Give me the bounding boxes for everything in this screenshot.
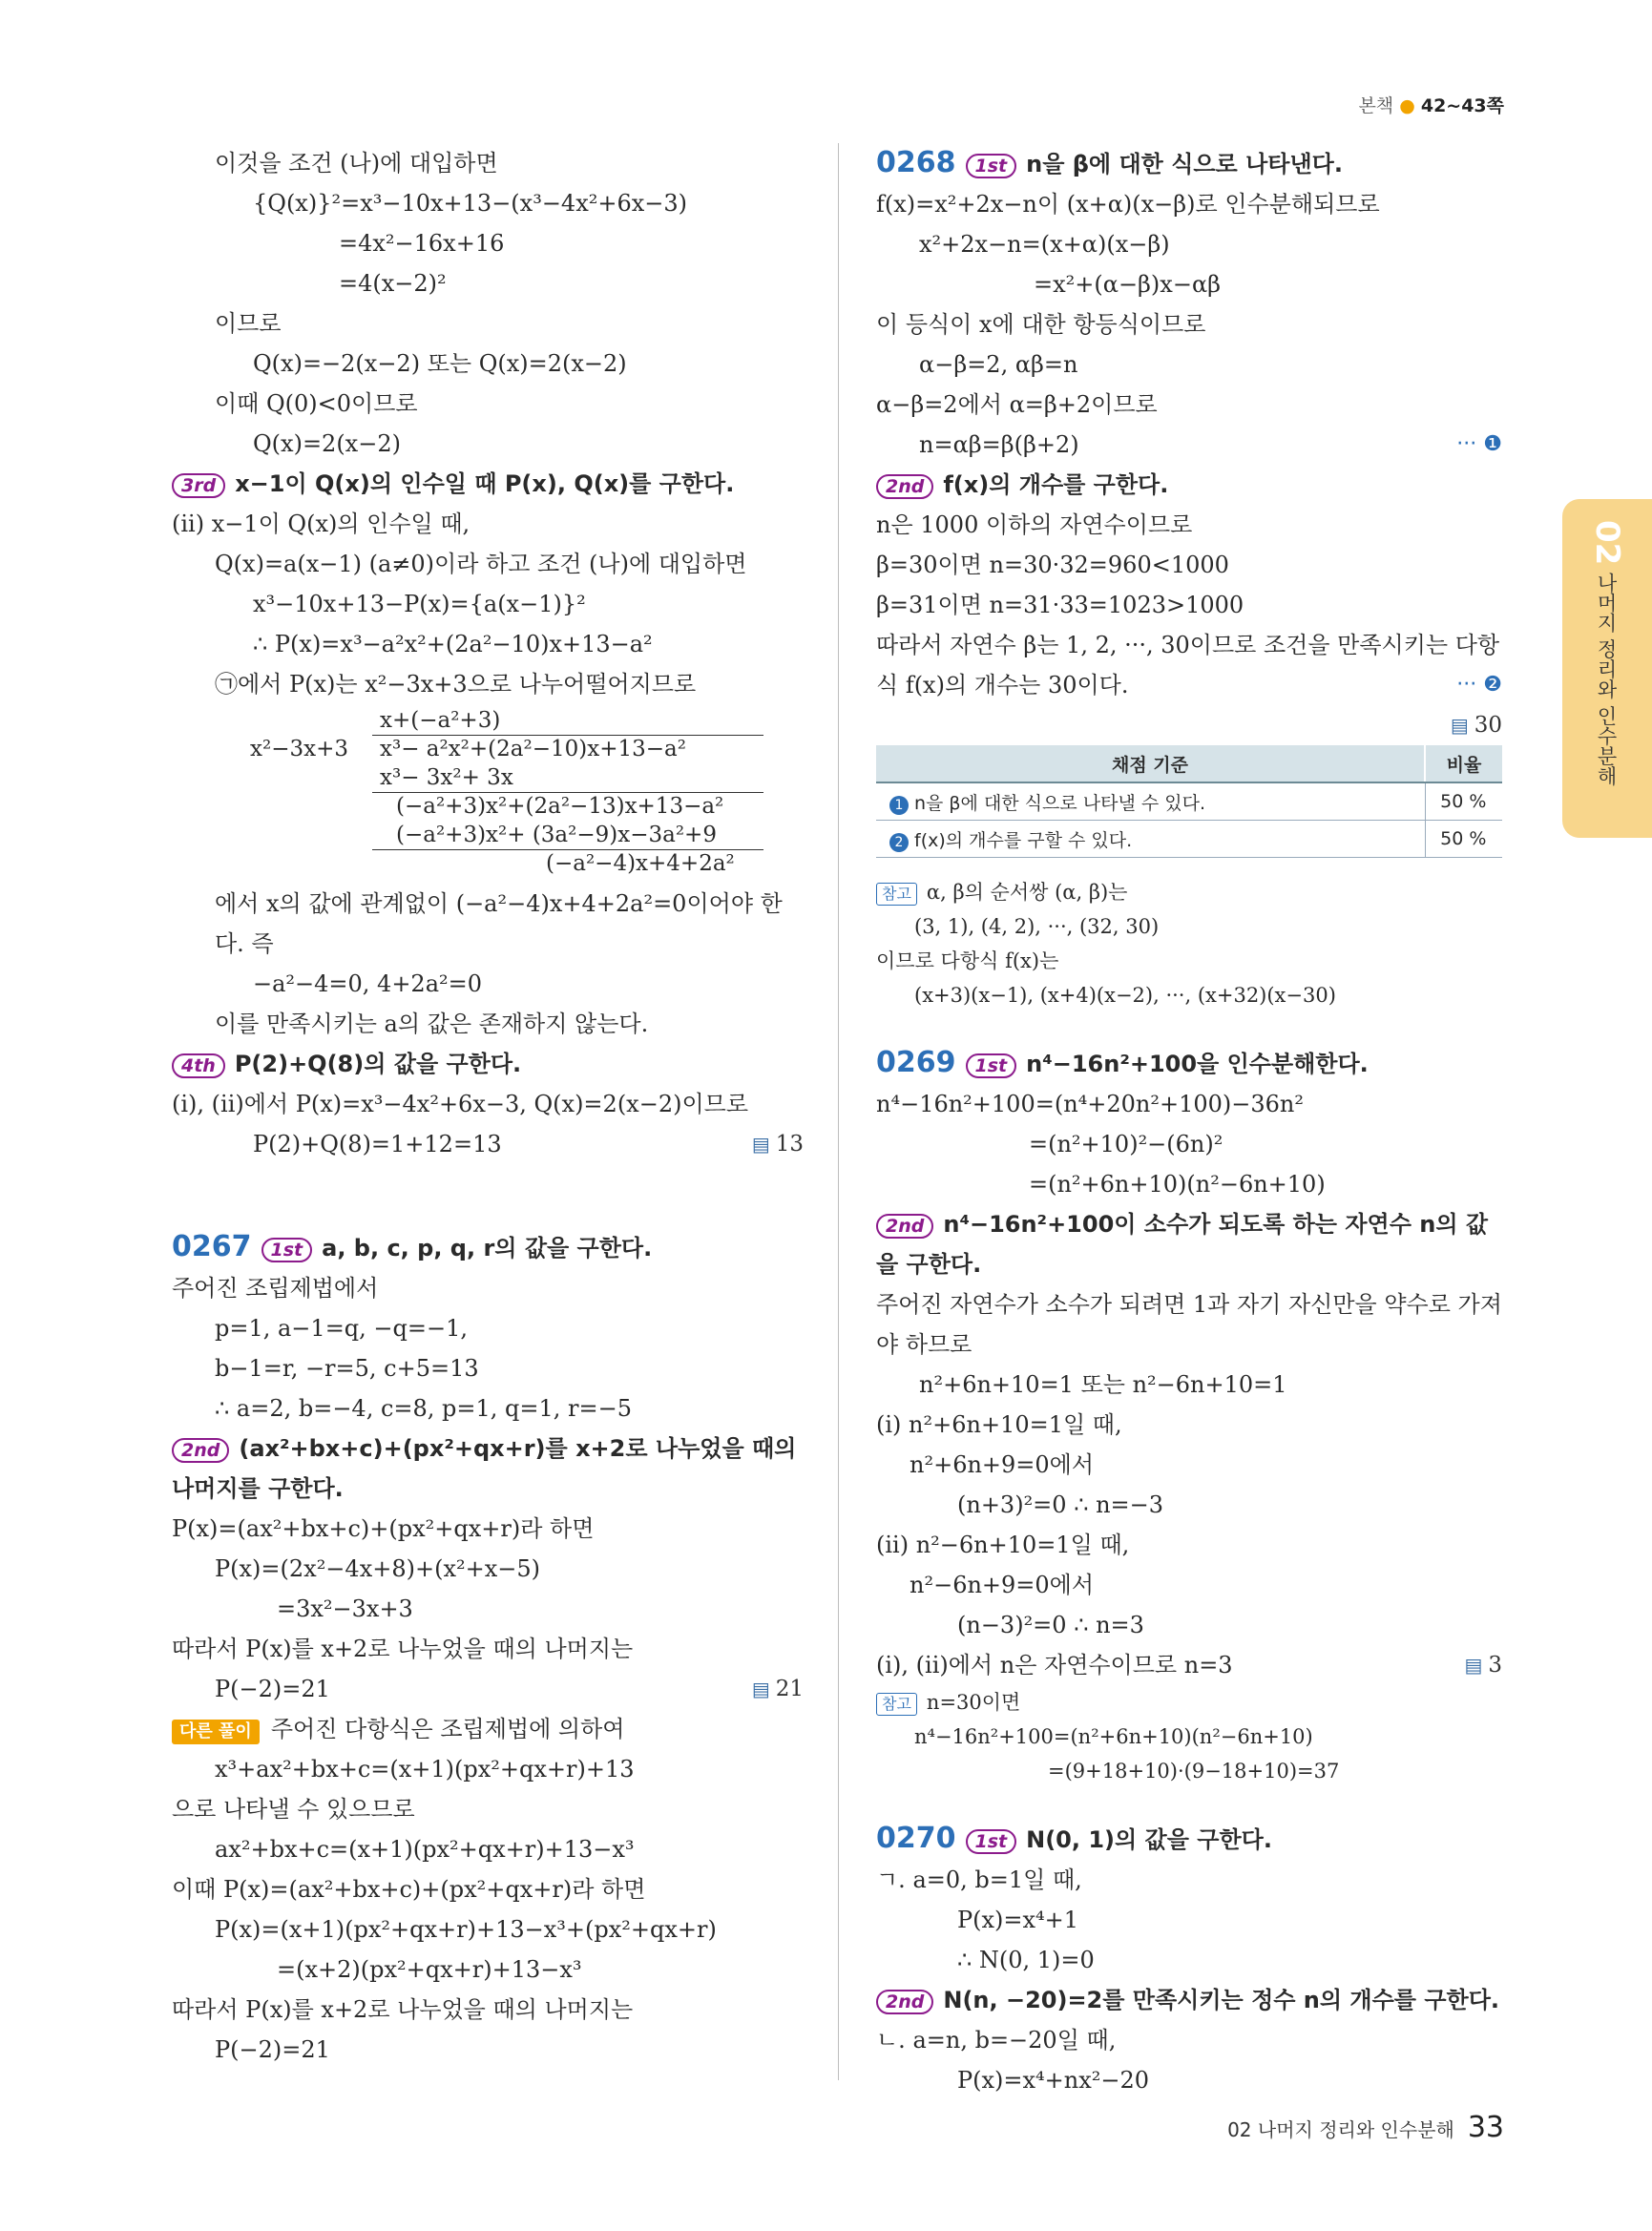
scoring-mark: ··· ❷ [1456,673,1502,697]
text: 식 f(x)의 개수는 30이다. [876,672,1129,698]
equation-line [172,1124,804,1164]
text-line: 이 등식이 x에 대한 항등식이므로 [876,311,1206,338]
right-column [876,143,1502,2100]
answer-icon: ▤ [1464,1654,1483,1677]
text-line: (ii) n²−6n+10=1일 때, [876,1532,1130,1558]
step-text: n⁴−16n²+100을 인수분해한다. [1026,1051,1369,1077]
step-text: a, b, c, p, q, r의 값을 구한다. [322,1235,653,1261]
equation-line: n²−6n+9=0에서 [910,1572,1095,1598]
equation-line: β=30이면 n=30·32=960<1000 [876,552,1229,578]
note-line: =(9+18+10)·(9−18+10)=37 [1048,1760,1340,1783]
answer-value: 3 [1488,1653,1502,1678]
division-bar [372,735,763,736]
number-badge: 2 [889,833,909,852]
answer-icon: ▤ [751,1678,770,1700]
step-text: n을 β에 대한 식으로 나타낸다. [1026,151,1343,177]
page-footer [1227,2111,1504,2144]
equation-line: ∴ a=2, b=−4, c=8, p=1, q=1, r=−5 [215,1395,632,1422]
text-line: 이때 Q(0)<0이므로 [215,390,418,417]
text-line: (i) n²+6n+10=1일 때, [876,1411,1122,1438]
table-row [876,821,1502,858]
equation-line: −a²−4=0, 4+2a²=0 [253,970,483,997]
answer-icon: ▤ [751,1133,770,1156]
answer-value: 13 [775,1132,804,1157]
equation-line: b−1=r, −r=5, c+5=13 [215,1355,479,1382]
equation-line: x²+2x−n=(x+α)(x−β) [919,231,1170,258]
text: (i), (ii)에서 n은 자연수이므로 n=3 [876,1652,1233,1678]
text-line: 따라서 P(x)를 x+2로 나누었을 때의 나머지는 [172,1636,634,1662]
problem-number: 0269 [876,1046,956,1079]
spacer [876,1788,1502,1819]
equation-line [876,425,1502,465]
answer-value: 21 [775,1677,804,1701]
number-badge: 1 [889,796,909,815]
division-quotient: x+(−a²+3) [380,708,501,733]
text-line: f(x)=x²+2x−n이 (x+α)(x−β)로 인수분해되므로 [876,191,1380,218]
problem-heading [876,1819,1502,1860]
step-badge: 3rd [172,473,225,498]
division-line [372,792,763,793]
equation-text: n=αβ=β(β+2) [919,431,1079,458]
equation-text: P(−2)=21 [215,1676,330,1702]
equation-line: Q(x)=−2(x−2) 또는 Q(x)=2(x−2) [253,350,627,377]
text: n=30이면 [926,1691,1021,1714]
answer-value: 30 [1474,713,1502,738]
equation-line: n²+6n+10=1 또는 n²−6n+10=1 [919,1371,1287,1398]
text-line: ㄱ. a=0, b=1일 때, [876,1866,1082,1893]
equation-line: ∴ N(0, 1)=0 [957,1947,1095,1973]
equation-line [172,1669,804,1709]
bullet-dot-icon: ● [1399,95,1415,116]
page-number: 33 [1467,2111,1504,2144]
equation-line: p=1, a−1=q, −q=−1, [215,1315,469,1342]
equation-line: Q(x)=2(x−2) [253,430,401,457]
step-badge: 2nd [876,1990,933,2014]
equation-line: =x²+(α−β)x−αβ [1034,271,1222,298]
equation-line: =(n²+10)²−(6n)² [1029,1131,1223,1157]
answer [1464,1645,1502,1685]
table-cell [876,782,1425,821]
problem-heading [876,143,1502,184]
step-heading [876,465,1502,505]
step-badge: 4th [172,1053,225,1078]
equation-line: P(x)=(2x²−4x+8)+(x²+x−5) [215,1555,540,1582]
step-heading [172,1428,804,1509]
table-header-row [876,745,1502,782]
step-badge: 2nd [876,474,933,499]
note-line [876,1685,1502,1720]
text-line: 에서 x의 값에 관계없이 (−a²−4)x+4+2a²=0이어야 한 [215,890,783,917]
equation-line: α−β=2, αβ=n [919,351,1078,378]
equation-line: (n+3)²=0 ∴ n=−3 [957,1491,1164,1518]
equation-line: =4x²−16x+16 [339,230,505,257]
table-header: 채점 기준 [876,745,1425,782]
problem-heading [876,1043,1502,1084]
text-line: 다. 즉 [215,930,274,957]
problem-number: 0268 [876,146,956,179]
answer [752,1669,804,1709]
text-line: 주어진 자연수가 소수가 되려면 1과 자기 자신만을 약수로 가져 [876,1291,1502,1318]
grading-table [876,745,1502,858]
left-column [172,143,804,2070]
answer-icon: ▤ [1450,714,1469,737]
answer [752,1124,804,1164]
table-cell [876,821,1425,858]
text-line: 이것을 조건 (나)에 대입하면 [215,150,498,177]
equation-line: P(x)=x⁴+1 [957,1907,1079,1933]
equation-line: (n−3)²=0 ∴ n=3 [957,1612,1144,1638]
division-remainder: (−a²−4)x+4+2a² [546,851,735,876]
equation-text: P(2)+Q(8)=1+12=13 [253,1131,502,1157]
note-line: n⁴−16n²+100=(n²+6n+10)(n²−6n+10) [914,1725,1313,1748]
criterion-text: n을 β에 대한 식으로 나타낼 수 있다. [914,792,1206,814]
step-badge: 1st [966,1053,1017,1078]
step-text: N(n, −20)=2를 만족시키는 정수 n의 개수를 구한다. [943,1987,1499,2013]
criterion-text: f(x)의 개수를 구할 수 있다. [914,829,1133,851]
table-cell: 50 % [1425,821,1502,858]
text-line: 이를 만족시키는 a의 값은 존재하지 않는다. [215,1011,649,1037]
step-text: P(2)+Q(8)의 값을 구한다. [234,1051,522,1077]
step-badge: 1st [261,1238,313,1262]
equation-line: P(x)=(x+1)(px²+qx+r)+13−x³+(px²+qx+r) [215,1916,717,1943]
text-line: 이때 P(x)=(ax²+bx+c)+(px²+qx+r)라 하면 [172,1876,646,1903]
chapter-number: 02 [1588,520,1626,566]
note-line [876,875,1502,909]
column-divider [838,143,839,2080]
division-remainder: (−a²+3)x²+(2a²−13)x+13−a² [396,794,724,819]
text-line: Q(x)=a(x−1) (a≠0)이라 하고 조건 (나)에 대입하면 [215,551,747,577]
problem-number: 0270 [876,1822,956,1855]
equation-line: x³+ax²+bx+c=(x+1)(px²+qx+r)+13 [215,1756,635,1783]
division-divisor: x²−3x+3 [250,737,348,761]
text-line: 따라서 자연수 β는 1, 2, ···, 30이므로 조건을 만족시키는 다항 [876,632,1500,658]
step-text: f(x)의 개수를 구한다. [943,471,1169,498]
equation-line: n⁴−16n²+100=(n⁴+20n²+100)−36n² [876,1091,1305,1117]
table-header: 비율 [1425,745,1502,782]
footer-chapter: 02 나머지 정리와 인수분해 [1227,2118,1454,2141]
text-line: 으로 나타낼 수 있으므로 [172,1796,415,1823]
page-reference [1358,92,1504,117]
division-line [372,849,763,850]
text-line [876,665,1502,705]
equation-line: β=31이면 n=31·33=1023>1000 [876,592,1244,618]
division-subtract: (−a²+3)x²+ (3a²−9)x−3a²+9 [396,823,717,847]
note-tag: 참고 [876,883,917,906]
equation-line: ∴ P(x)=x³−a²x²+(2a²−10)x+13−a² [253,631,653,657]
table-cell: 50 % [1425,782,1502,821]
step-text: n⁴−16n²+100이 소수가 되도록 하는 자연수 n의 값을 구한다. [876,1211,1489,1278]
text-line: 야 하므로 [876,1331,972,1358]
answer [1451,705,1502,745]
note-line: 이므로 다항식 f(x)는 [876,949,1059,972]
text-line: 따라서 P(x)를 x+2로 나누었을 때의 나머지는 [172,1996,634,2023]
problem-number: 0267 [172,1230,252,1263]
equation-line: P(−2)=21 [215,2036,330,2063]
long-division [172,708,804,878]
text-line: (i), (ii)에서 P(x)=x³−4x²+6x−3, Q(x)=2(x−2)이므로 [172,1091,749,1117]
ref-prefix: 본책 [1358,95,1394,116]
problem-heading [172,1227,804,1268]
equation-line: =3x²−3x+3 [277,1595,413,1622]
text-line: ㉠에서 P(x)는 x²−3x+3으로 나누어떨어지므로 [215,671,697,698]
equation-line: =(x+2)(px²+qx+r)+13−x³ [277,1956,582,1983]
text-line: (ii) x−1이 Q(x)의 인수일 때, [172,511,471,537]
equation-line: =4(x−2)² [339,270,447,297]
spacer [876,1012,1502,1043]
equation-line: P(x)=x⁴+nx²−20 [957,2067,1150,2094]
equation-line: {Q(x)}²=x³−10x+13−(x³−4x²+6x−3) [253,190,688,217]
step-badge: 1st [966,154,1017,178]
step-text: N(0, 1)의 값을 구한다. [1026,1826,1272,1853]
equation-line: ax²+bx+c=(x+1)(px²+qx+r)+13−x³ [215,1836,635,1863]
step-heading [172,1044,804,1084]
scoring-mark: ··· ❶ [1456,432,1502,456]
equation-line: n²+6n+9=0에서 [910,1451,1095,1478]
text: 주어진 다항식은 조립제법에 의하여 [270,1716,625,1742]
text-line: n은 1000 이하의 자연수이므로 [876,511,1193,538]
alternate-solution [172,1709,804,1749]
text: α, β의 순서쌍 (α, β)는 [926,881,1128,904]
step-badge: 2nd [876,1214,933,1239]
division-subtract: x³− 3x²+ 3x [380,765,513,790]
text-line: P(x)=(ax²+bx+c)+(px²+qx+r)라 하면 [172,1515,595,1542]
note-tag: 참고 [876,1693,917,1716]
step-badge: 2nd [172,1438,229,1463]
chapter-title: 나머지 정리와 인수분해 [1595,573,1618,786]
note-line: (3, 1), (4, 2), ···, (32, 30) [914,915,1160,938]
equation-line: =(n²+6n+10)(n²−6n+10) [1029,1171,1326,1198]
step-text: (ax²+bx+c)+(px²+qx+r)를 x+2로 나누었을 때의 나머지를 구한다. [172,1435,797,1502]
ref-pages: 42~43쪽 [1420,95,1504,116]
step-heading [876,1204,1502,1284]
spacer [172,1164,804,1227]
text-line: α−β=2에서 α=β+2이므로 [876,391,1158,418]
division-dividend: x³− a²x²+(2a²−10)x+13−a² [380,737,686,761]
text-line: 이므로 [215,310,282,337]
alternate-tag: 다른 풀이 [172,1720,260,1744]
text-line: ㄴ. a=n, b=−20일 때, [876,2027,1117,2054]
text-line: 주어진 조립제법에서 [172,1275,379,1302]
step-text: x−1이 Q(x)의 인수일 때 P(x), Q(x)를 구한다. [235,470,735,497]
equation-line: x³−10x+13−P(x)={a(x−1)}² [253,591,586,617]
note-line: (x+3)(x−1), (x+4)(x−2), ···, (x+32)(x−30) [914,984,1336,1007]
step-heading [172,464,804,504]
table-row [876,782,1502,821]
step-heading [876,1980,1502,2020]
step-badge: 1st [966,1829,1017,1854]
text-line [876,1645,1502,1685]
